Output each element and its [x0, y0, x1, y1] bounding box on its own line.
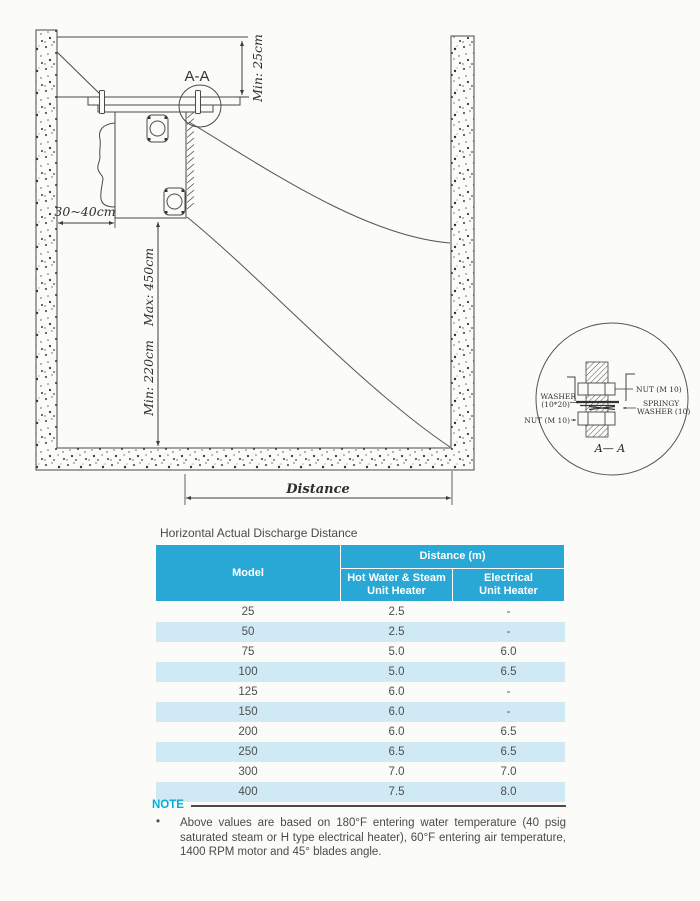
- cell-model: 100: [238, 666, 258, 678]
- table-row: [156, 762, 565, 782]
- airflow-curve-upper: [189, 122, 450, 243]
- col-header-distance-group: Distance (m): [341, 545, 565, 569]
- airflow-curves: [187, 122, 450, 447]
- cell-elec: -: [506, 706, 511, 718]
- svg-text:30~40cm: 30~40cm: [54, 204, 116, 219]
- cell-hws: 5.0: [388, 646, 405, 658]
- col-header-electrical-line1: Electrical: [484, 572, 533, 584]
- label-springy-2: WASHER (10): [637, 407, 691, 416]
- cell-hws: 6.5: [388, 746, 405, 758]
- detail-view-aa: [524, 323, 690, 475]
- note-bullet: •: [156, 816, 161, 828]
- table-row: [156, 722, 565, 742]
- table-row: [156, 682, 565, 702]
- svg-text:Distance: Distance: [286, 482, 350, 497]
- cell-model: 250: [238, 746, 258, 758]
- cell-hws: 6.0: [388, 686, 405, 698]
- col-header-model: Model: [156, 545, 341, 602]
- table-row: [156, 662, 565, 682]
- label-nut-bottom: NUT (M 10): [524, 416, 570, 425]
- table-row: [156, 642, 565, 662]
- svg-text:Min: 220cm: Min: 220cm: [141, 340, 156, 416]
- cell-model: 300: [238, 766, 258, 778]
- discharge-distance-section: [155, 526, 565, 802]
- hanger-bolts: [100, 91, 201, 114]
- cell-hws: 7.5: [388, 786, 405, 798]
- cell-model: 400: [238, 786, 258, 798]
- cell-model: 200: [238, 726, 258, 738]
- svg-text:Min: 25cm: Min: 25cm: [250, 34, 265, 102]
- col-header-hot-water: [341, 569, 453, 602]
- cell-hws: 2.5: [388, 606, 405, 618]
- unit-heater: [98, 112, 194, 218]
- cell-model: 50: [241, 626, 255, 638]
- cell-model: 125: [238, 686, 258, 698]
- label-springy-1: SPRINGY: [643, 399, 680, 408]
- airflow-curve-lower: [187, 217, 450, 447]
- nut-top: [578, 383, 615, 395]
- cell-model: 150: [238, 706, 258, 718]
- dim-min-ceiling: [236, 34, 265, 103]
- cell-elec: 6.0: [500, 646, 517, 658]
- label-nut-top: NUT (M 10): [636, 385, 682, 394]
- cell-elec: -: [506, 686, 511, 698]
- detail-caption: A— A: [594, 442, 626, 455]
- cell-elec: 6.5: [500, 726, 517, 738]
- discharge-distance-table: [155, 544, 565, 802]
- cell-hws: 6.0: [388, 726, 405, 738]
- col-header-hot-water-line2: Unit Heater: [367, 585, 426, 597]
- label-washer-2: (10*20): [541, 400, 570, 409]
- cell-hws: 2.5: [388, 626, 405, 638]
- col-header-hot-water-line1: Hot Water & Steam: [347, 572, 446, 584]
- table-title: Horizontal Actual Discharge Distance: [160, 526, 358, 540]
- cell-model: 75: [241, 646, 255, 658]
- cell-hws: 5.0: [388, 666, 405, 678]
- threaded-rod: [586, 362, 608, 437]
- dim-distance: [185, 471, 452, 505]
- table-row: [156, 602, 565, 623]
- table-row: [156, 702, 565, 722]
- cell-elec: -: [506, 606, 511, 618]
- section-marker-label: A-A: [184, 68, 210, 85]
- col-header-electrical-line2: Unit Heater: [479, 585, 538, 597]
- dim-wall-clearance: [54, 204, 115, 228]
- cell-elec: 7.0: [500, 766, 517, 778]
- note-body: [152, 816, 566, 860]
- svg-text:Max: 450cm: Max: 450cm: [141, 247, 156, 327]
- col-header-electrical: [453, 569, 565, 602]
- ceiling-structure: [57, 37, 248, 112]
- cell-elec: 6.5: [500, 746, 517, 758]
- table-row: [156, 742, 565, 762]
- motor-bracket-profile: [98, 123, 115, 207]
- cell-elec: 8.0: [500, 786, 517, 798]
- louver-hatching: [187, 112, 194, 209]
- label-washer-1: WASHER: [540, 392, 576, 401]
- cell-elec: -: [506, 626, 511, 638]
- note-section: [152, 799, 566, 860]
- note-text: Above values are based on 180°F entering water temperature (40 psig saturated steam or H type electrical heater), 60°F entering air temperature, 1400 RPM motor and 45° blades angle.: [180, 817, 566, 858]
- cell-elec: 6.5: [500, 666, 517, 678]
- table-row: [156, 622, 565, 642]
- cell-hws: 6.0: [388, 706, 405, 718]
- cell-model: 25: [241, 606, 255, 618]
- cell-hws: 7.0: [388, 766, 405, 778]
- note-label: NOTE: [152, 799, 184, 811]
- nut-bottom: [578, 412, 615, 425]
- note-divider: [191, 805, 566, 807]
- dim-mounting-height: [141, 222, 158, 446]
- note-header: [152, 799, 566, 811]
